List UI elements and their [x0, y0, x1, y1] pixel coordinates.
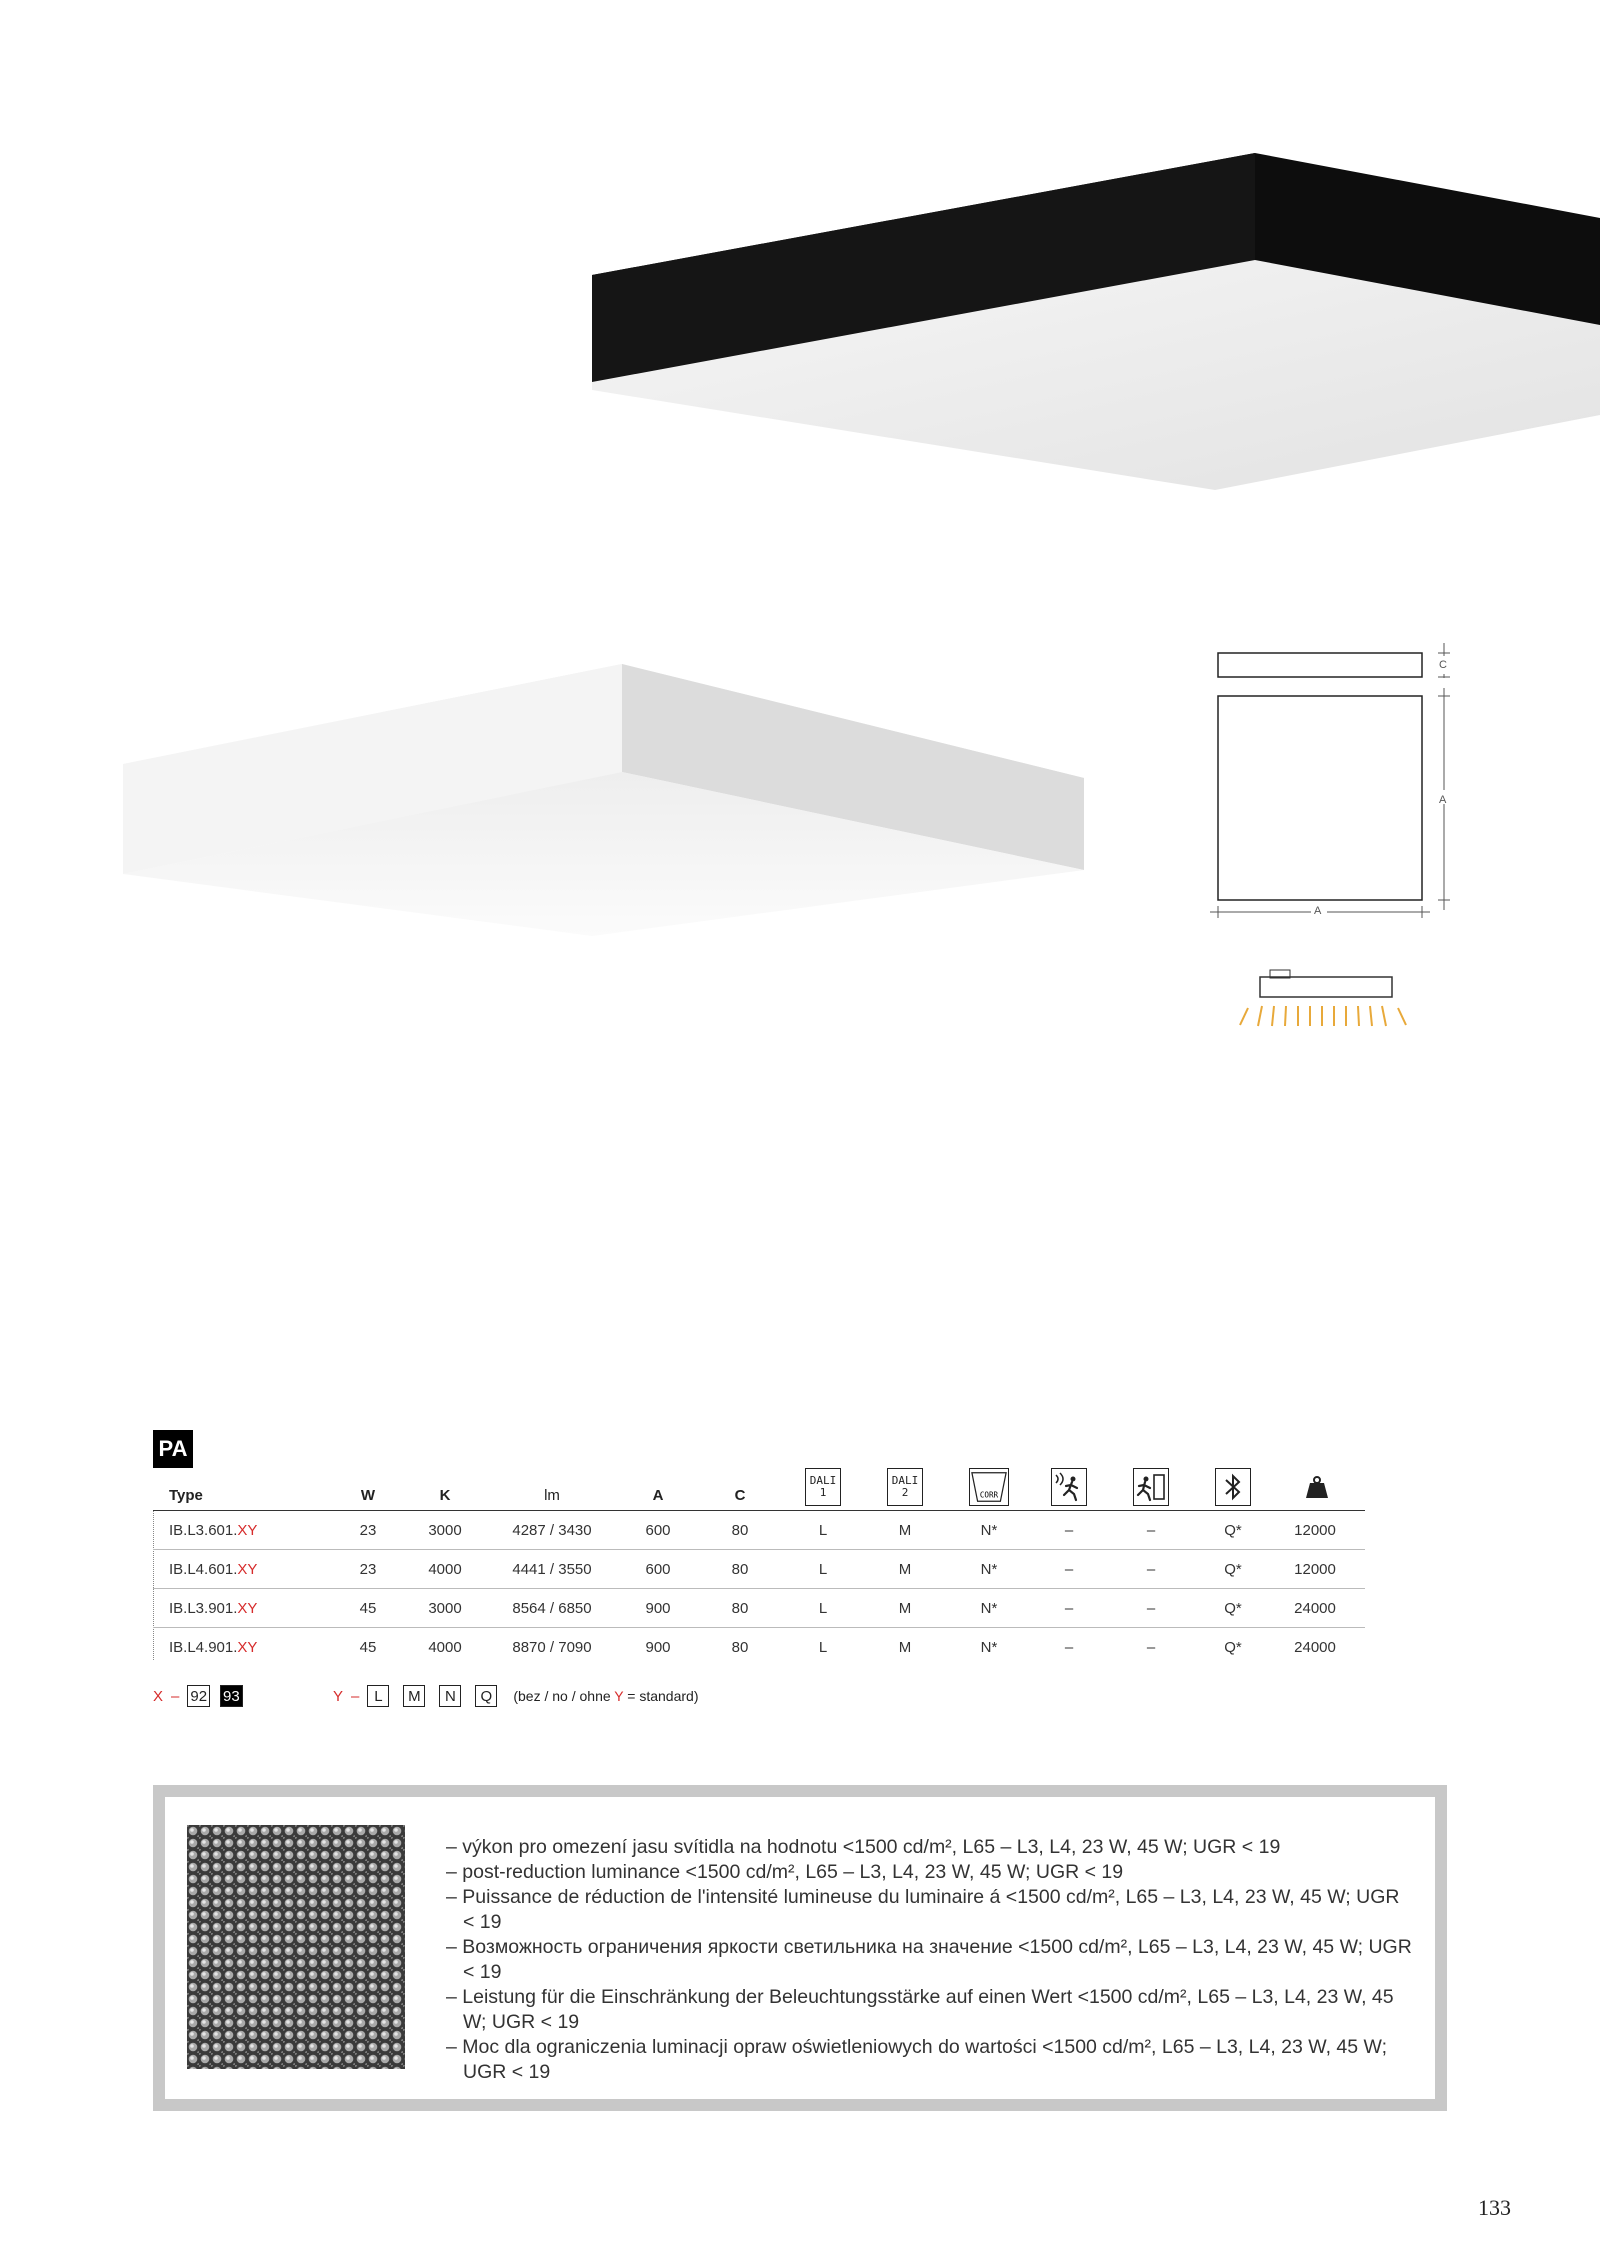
x-variant-group: [153, 1685, 243, 1707]
cell-a: 600: [645, 1561, 671, 1578]
y-dash: –: [351, 1687, 360, 1705]
cell-dali1: L: [818, 1600, 828, 1617]
header-c: C: [734, 1487, 746, 1504]
info-panel-inner: [165, 1797, 1435, 2099]
cell-bluetooth: Q*: [1224, 1639, 1242, 1656]
dali1-icon: DALI 1: [805, 1468, 841, 1506]
cell-dali1: L: [818, 1522, 828, 1539]
cell-lm: 4441 / 3550: [512, 1561, 592, 1578]
header-w: W: [360, 1487, 376, 1504]
cell-corr: N*: [980, 1522, 998, 1539]
table-row: [153, 1628, 1365, 1666]
bluetooth-icon: [1215, 1468, 1251, 1506]
cell-bluetooth: Q*: [1224, 1522, 1242, 1539]
cell-weight: 12000: [1294, 1522, 1336, 1539]
y-note-prefix: (bez / no / ohne: [513, 1688, 615, 1704]
cell-k: 4000: [428, 1639, 462, 1656]
bluetooth-glyph: [1221, 1471, 1245, 1503]
info-panel: [153, 1785, 1447, 2111]
table-row: [153, 1589, 1365, 1628]
x-option-box: 92: [187, 1685, 210, 1707]
cell-w: 23: [359, 1561, 377, 1578]
cell-c: 80: [731, 1639, 749, 1656]
luminaire-black-image: [585, 150, 1600, 495]
cell-c: 80: [731, 1600, 749, 1617]
type-variant-suffix: XY: [237, 1639, 258, 1656]
cell-c: 80: [731, 1522, 749, 1539]
cell-lm: 4287 / 3430: [512, 1522, 592, 1539]
y-option-box: L: [367, 1685, 389, 1707]
x-label: X: [153, 1687, 164, 1705]
type-variant-suffix: XY: [237, 1561, 258, 1578]
y-variant-group: [333, 1685, 699, 1707]
cell-emergency: –: [1146, 1561, 1156, 1578]
cell-bluetooth: Q*: [1224, 1561, 1242, 1578]
cell-lm: 8870 / 7090: [512, 1639, 592, 1656]
cell-corr: N*: [980, 1600, 998, 1617]
bullet-item: – Leistung für die Einschränkung der Beleuchtungsstärke auf einen Wert <1500 cd/m², L65 – L3, L4, 23 W, 45 W; UGR < 19: [446, 1986, 1394, 2033]
header-a: A: [652, 1487, 664, 1504]
page-number: 133: [1478, 2195, 1511, 2220]
y-options: [367, 1685, 497, 1707]
corr-label: CORR: [979, 1490, 999, 1500]
cell-weight: 24000: [1294, 1639, 1336, 1656]
cell-lm: 8564 / 6850: [512, 1600, 592, 1617]
cell-dali2: M: [898, 1561, 912, 1578]
y-note-suffix: = standard): [623, 1688, 699, 1704]
corridor-icon: [969, 1468, 1009, 1506]
cell-a: 600: [645, 1522, 671, 1539]
cell-dali1: L: [818, 1639, 828, 1656]
cell-k: 4000: [428, 1561, 462, 1578]
type-variant-suffix: XY: [237, 1522, 258, 1539]
weight-icon: [1299, 1468, 1335, 1506]
y-note-y: Y: [614, 1688, 624, 1704]
emergency-exit-glyph: [1135, 1471, 1167, 1503]
x-options: [187, 1685, 242, 1707]
cell-type: [169, 1639, 257, 1656]
table-body: [153, 1511, 1365, 1666]
prismatic-diffuser-texture-image: [187, 1825, 405, 2069]
type-code: IB.L3.601.: [169, 1522, 238, 1539]
cell-dali2: M: [898, 1639, 912, 1656]
cell-emergency: –: [1146, 1522, 1156, 1539]
cell-w: 23: [359, 1522, 377, 1539]
cell-k: 3000: [428, 1522, 462, 1539]
cell-type: [169, 1561, 257, 1578]
cell-dali1: L: [818, 1561, 828, 1578]
dimension-label-a-side: A: [1439, 794, 1447, 806]
cell-dali2: M: [898, 1600, 912, 1617]
motion-sensor-glyph: [1053, 1471, 1085, 1503]
y-option-box: N: [439, 1685, 461, 1707]
type-code: IB.L4.901.: [169, 1639, 238, 1656]
cell-sensor: –: [1064, 1522, 1074, 1539]
cell-a: 900: [645, 1639, 671, 1656]
table-header-row: [153, 1462, 1365, 1511]
cell-corr: N*: [980, 1561, 998, 1578]
cell-weight: 12000: [1294, 1561, 1336, 1578]
cell-corr: N*: [980, 1639, 998, 1656]
x-dash: –: [171, 1687, 180, 1705]
table-row: [153, 1511, 1365, 1550]
cell-weight: 24000: [1294, 1600, 1336, 1617]
y-note: [513, 1688, 698, 1704]
cell-type: [169, 1522, 257, 1539]
type-code: IB.L4.601.: [169, 1561, 238, 1578]
series-badge: PA: [153, 1430, 193, 1468]
cell-w: 45: [359, 1600, 377, 1617]
bullet-item: – výkon pro omezení jasu svítidla na hodnotu <1500 cd/m², L65 – L3, L4, 23 W, 45 W; UGR < 19: [446, 1836, 1281, 1858]
cell-w: 45: [359, 1639, 377, 1656]
header-k: K: [439, 1487, 451, 1504]
cell-k: 3000: [428, 1600, 462, 1617]
bullet-item: – post-reduction luminance <1500 cd/m², L65 – L3, L4, 23 W, 45 W; UGR < 19: [446, 1861, 1124, 1883]
type-code: IB.L3.901.: [169, 1600, 238, 1617]
header-lm: lm: [544, 1487, 560, 1504]
y-option-box: M: [403, 1685, 425, 1707]
bullet-item: – Moc dla ograniczenia luminacji opraw oświetleniowych do wartości <1500 cd/m², L65 – L3, L4, 23 W, 45 W; UGR < 19: [446, 2036, 1387, 2083]
cell-sensor: –: [1064, 1561, 1074, 1578]
x-option-box: 93: [220, 1685, 243, 1707]
dali2-icon: DALI 2: [887, 1468, 923, 1506]
cell-bluetooth: Q*: [1224, 1600, 1242, 1617]
table-row: [153, 1550, 1365, 1589]
dimension-label-c: C: [1439, 659, 1447, 671]
cell-emergency: –: [1146, 1639, 1156, 1656]
bullet-item: – Puissance de réduction de l'intensité lumineuse du luminaire á <1500 cd/m², L65 – L3, L4, 23 W, 45 W; UGR < 19: [446, 1886, 1400, 1933]
cell-sensor: –: [1064, 1600, 1074, 1617]
corridor-shape: [970, 1468, 1008, 1506]
dimension-drawing: [1200, 640, 1460, 1060]
header-type: Type: [169, 1487, 203, 1504]
emergency-exit-icon: [1133, 1468, 1169, 1506]
y-label: Y: [333, 1687, 344, 1705]
luminance-bullets: [446, 1835, 1416, 2085]
luminaire-white-image: [120, 660, 1090, 940]
y-option-box: Q: [475, 1685, 497, 1707]
bullet-item: – Возможность ограничения яркости светильника на значение <1500 cd/m², L65 – L3, L4, 23 W, 45 W; UGR < 19: [446, 1936, 1412, 1983]
motion-sensor-icon: [1051, 1468, 1087, 1506]
cell-dali2: M: [898, 1522, 912, 1539]
type-variant-suffix: XY: [237, 1600, 258, 1617]
cell-c: 80: [731, 1561, 749, 1578]
cell-emergency: –: [1146, 1600, 1156, 1617]
product-table: [153, 1462, 1365, 1666]
cell-type: [169, 1600, 257, 1617]
weight-glyph: [1304, 1474, 1330, 1500]
cell-a: 900: [645, 1600, 671, 1617]
dimension-label-a-bottom: A: [1314, 905, 1322, 917]
cell-sensor: –: [1064, 1639, 1074, 1656]
